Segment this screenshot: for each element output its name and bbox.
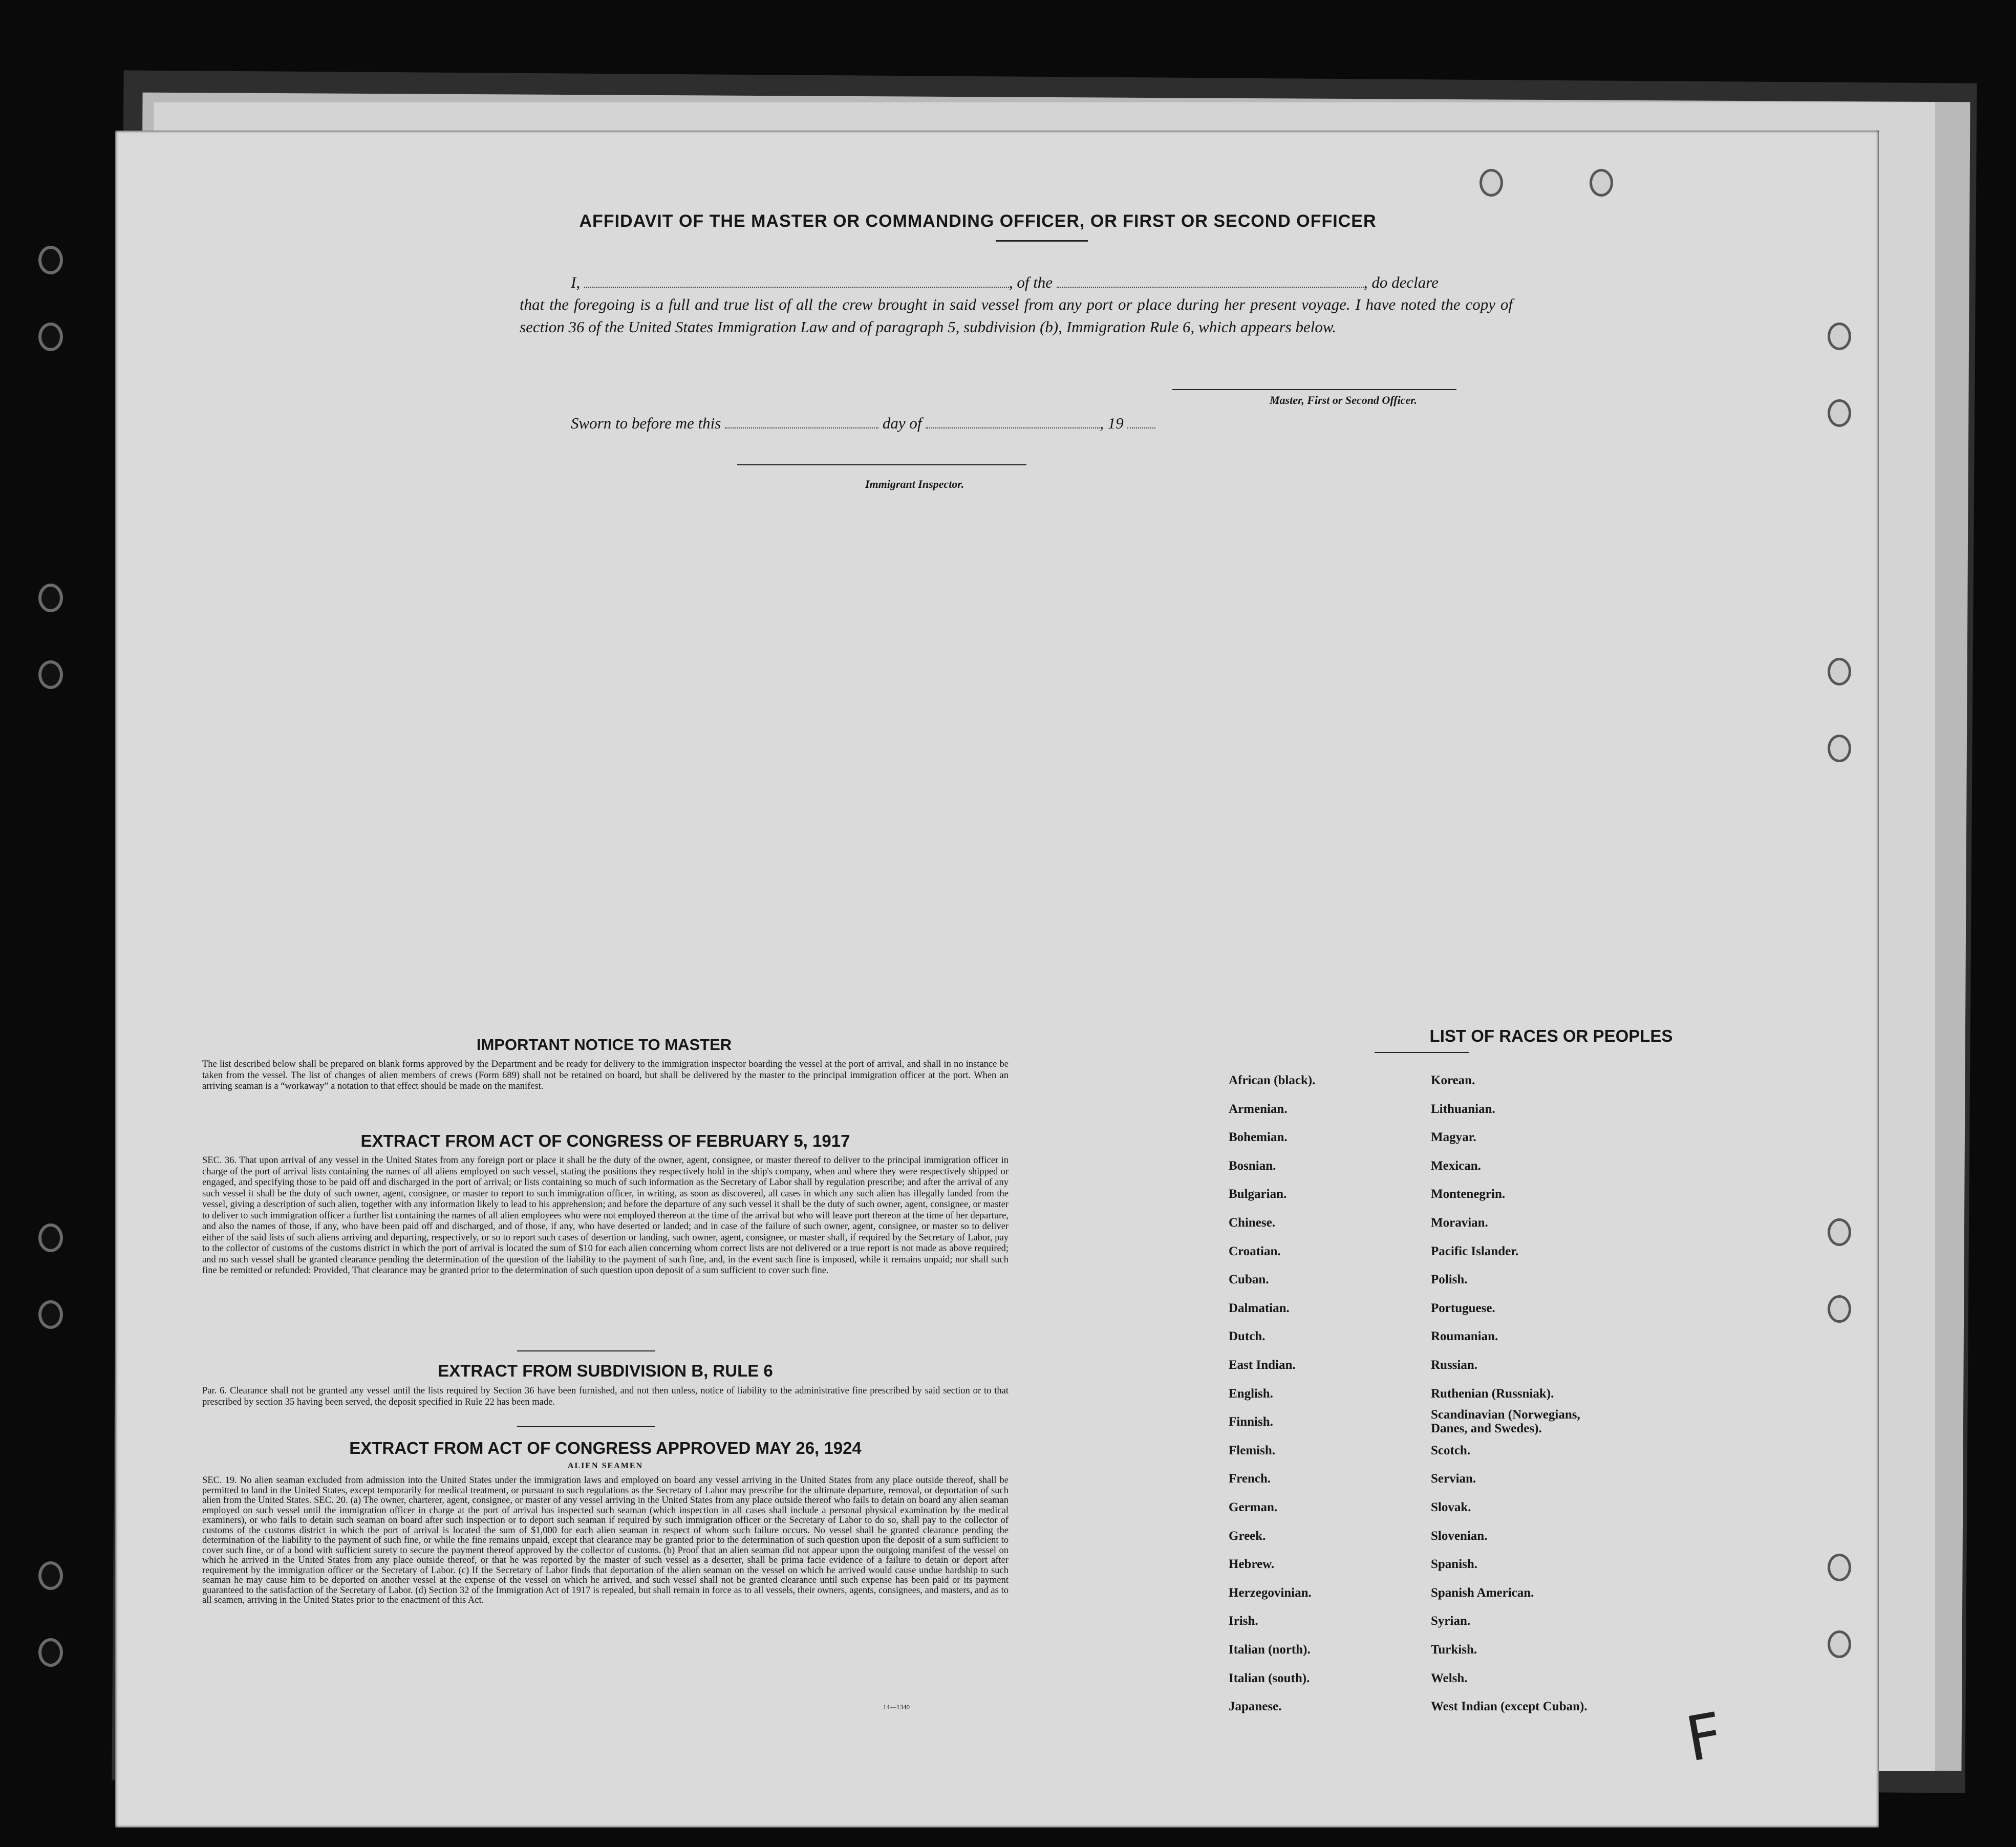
extract-1917-title: EXTRACT FROM ACT OF CONGRESS OF FEBRUARY 5, 1917 xyxy=(360,1131,850,1150)
handwritten-mark: F xyxy=(1681,1700,1728,1776)
race-item: Korean. xyxy=(1431,1073,1475,1087)
sworn-year-label: , 19 xyxy=(1100,414,1124,432)
race-item: Herzegovinian. xyxy=(1229,1585,1312,1600)
binder-hole-icon xyxy=(38,1300,63,1329)
race-item: Roumanian. xyxy=(1431,1329,1498,1344)
of-the-label: , of the xyxy=(1009,273,1053,291)
race-item: English. xyxy=(1229,1386,1273,1401)
race-item: Turkish. xyxy=(1431,1643,1477,1657)
form-number: 14—1340 xyxy=(883,1703,910,1711)
race-item: French. xyxy=(1229,1472,1271,1486)
punch-hole-icon xyxy=(1828,735,1851,762)
race-item: German. xyxy=(1229,1500,1278,1514)
race-item: Dutch. xyxy=(1229,1329,1266,1344)
race-item: African (black). xyxy=(1229,1073,1316,1087)
race-item: Polish. xyxy=(1431,1273,1468,1287)
race-item: Servian. xyxy=(1431,1472,1476,1486)
name-blank-field[interactable] xyxy=(584,273,1009,288)
punch-hole-icon xyxy=(1828,399,1851,427)
notice-title: IMPORTANT NOTICE TO MASTER xyxy=(476,1036,732,1054)
race-item: Russian. xyxy=(1431,1358,1478,1372)
race-item: Irish. xyxy=(1229,1614,1258,1628)
races-title: LIST OF RACES OR PEOPLES xyxy=(1429,1026,1673,1045)
notice-body: The list described below shall be prepared on blank forms approved by the Department and be ready for delivery to the immigration inspector boarding the vessel at the port of arrival, and shall in no instance be taken from the vessel. The list of changes of alien members of crews (Form 689) shall not be retained on board, but shall be delivered by the master to the principal immigration officer at the port. When an arriving seaman is a “workaway” a notation to that effect should be made on the manifest. xyxy=(202,1059,1009,1091)
races-rule xyxy=(1375,1052,1469,1053)
race-item: Croatian. xyxy=(1229,1244,1281,1258)
race-item: Armenian. xyxy=(1229,1102,1288,1116)
race-item: Flemish. xyxy=(1229,1443,1275,1457)
binder-hole-icon xyxy=(38,1223,63,1252)
race-item: Magyar. xyxy=(1431,1130,1476,1145)
race-item: Pacific Islander. xyxy=(1431,1244,1519,1258)
punch-hole-icon xyxy=(1828,1630,1851,1658)
punch-hole-icon xyxy=(1828,1554,1851,1581)
race-item: Spanish. xyxy=(1431,1557,1478,1572)
binder-hole-icon xyxy=(38,246,63,274)
do-declare-label: , do declare xyxy=(1363,273,1439,291)
race-item: West Indian (except Cuban). xyxy=(1431,1700,1588,1714)
affidavit-i-label: I, xyxy=(571,273,581,291)
extract-1924-subtitle: ALIEN SEAMEN xyxy=(567,1462,644,1470)
race-item: East Indian. xyxy=(1229,1358,1296,1372)
punch-hole-icon xyxy=(1828,1218,1851,1246)
race-item: Italian (north). xyxy=(1229,1643,1311,1657)
race-item: Slovak. xyxy=(1431,1500,1471,1514)
race-item: Portuguese. xyxy=(1431,1301,1495,1315)
race-item: Cuban. xyxy=(1229,1273,1269,1287)
sworn-year-field[interactable] xyxy=(1127,414,1155,428)
race-item: Ruthenian (Russniak). xyxy=(1431,1386,1554,1401)
race-item: Finnish. xyxy=(1229,1415,1273,1429)
race-item: Hebrew. xyxy=(1229,1557,1275,1572)
binder-hole-icon xyxy=(38,323,63,351)
inspector-signature-line[interactable] xyxy=(737,464,1026,465)
punch-hole-icon xyxy=(1479,169,1503,197)
sworn-day-label: day of xyxy=(882,414,922,432)
binder-hole-icon xyxy=(38,1561,63,1590)
race-item: Italian (south). xyxy=(1229,1671,1310,1685)
title-rule xyxy=(996,240,1088,242)
affidavit-body: that the foregoing is a full and true list of all the crew brought in said vessel from any port or place during her present voyage. I have noted the copy of section 36 of the United States Immigration Law and of paragraph 5, subdivision (b), Immigration Rule 6, which appears below. xyxy=(520,295,1513,336)
race-item: Spanish American. xyxy=(1431,1585,1534,1600)
signature-caption: Master, First or Second Officer. xyxy=(1270,394,1418,406)
extract-rule6-body: Par. 6. Clearance shall not be granted any vessel until the lists required by Section 36 have been furnished, and not then unless, notice of liability to the administrative fine prescribed by said section or to that prescribed by section 35 having been served, the deposit specified in Rule 22 has been made. xyxy=(202,1386,1009,1407)
race-item: Bohemian. xyxy=(1229,1130,1288,1145)
race-item: Moravian. xyxy=(1431,1216,1488,1230)
document-page xyxy=(115,131,1879,1828)
section-rule xyxy=(517,1350,655,1351)
affidavit-line1 xyxy=(571,271,1615,294)
extract-1924-body: SEC. 19. No alien seaman excluded from admission into the United States under the immigration laws and employed on board any vessel arriving in the United States from any place outside thereof, shall be permitted to land in the United States, except temporarily for medical treatment, or pursuant to such regulations as the Secretary of Labor may prescribe for the ultimate departure, removal, or deportation of such alien from the United States. SEC. 20. (a) The owner, charterer, agent, consignee, or master of any vessel arriving in the United States from any place outside thereof who fails to detain on board any alien seaman employed on such vessel until the immigration officer in charge at the port of arrival has inspected such seaman (which inspection in all cases shall include a personal physical examination by the medical examiners), or who fails to detain such seaman on board after such inspection or to deport such seaman if required by such immigration officer or the Secretary of Labor to do so, shall pay to the collector of customs of the customs district in which the port of arrival is located the sum of $1,000 for each alien seaman in respect of whom such failure occurs. No vessel shall be granted clearance pending the determination of the liability to the payment of such fine, or while the fine remains unpaid, except that clearance may be granted prior to the determination of such question upon the deposit of a sum sufficient to cover such fine, or of a bond with sufficient surety to secure the payment thereof approved by the collector of customs. (b) Proof that an alien seaman did not appear upon the outgoing manifest of the vessel on which he arrived in the United States from any place outside thereof, or that he was reported by the master of such vessel as a deserter, shall be prima facie evidence of a failure to detain or deport after requirement by the immigration officer or the Secretary of Labor. (c) If the Secretary of Labor finds that deportation of the alien seaman on the vessel on which he arrived would cause undue hardship to such seaman he may cause him to be deported on another vessel at the expense of the vessel on which he arrived, and such vessel shall not be granted clearance until such expense has been paid or its payment guaranteed to the satisfaction of the Secretary of Labor. (d) Section 32 of the Immigration Act of 1917 is repealed, but shall remain in force as to all vessels, their owners, agents, consignees, and masters, and as to all seamen, arriving in the United States prior to the enactment of this Act. xyxy=(202,1475,1009,1605)
sworn-month-field[interactable] xyxy=(926,414,1100,428)
extract-1924-title: EXTRACT FROM ACT OF CONGRESS APPROVED MAY 26, 1924 xyxy=(349,1438,862,1457)
race-item: Bosnian. xyxy=(1229,1158,1276,1173)
punch-hole-icon xyxy=(1828,323,1851,350)
race-item: Japanese. xyxy=(1229,1700,1282,1714)
race-item: Chinese. xyxy=(1229,1216,1275,1230)
race-item: Mexican. xyxy=(1431,1158,1481,1173)
race-item: Dalmatian. xyxy=(1229,1301,1290,1315)
extract-1917-body: SEC. 36. That upon arrival of any vessel in the United States from any foreign port or place it shall be the duty of the owner, agent, consignee, or master thereof to deliver to the principal immigration officer in charge of the port of arrival lists containing the names of all aliens employed on such vessel, stating the positions they respectively hold in the ship's company, when and where they were respectively shipped or engaged, and specifying those to be paid off and discharged in the port of arrival; or lists containing so much of such information as the Secretary of Labor shall by regulation prescribe; and after the arrival of any such vessel it shall be the duty of such owner, agent, consignee, or master to report to such immigration officer, in writing, as soon as discovered, all cases in which any such alien has illegally landed from the vessel, giving a description of such alien, together with any information likely to lead to his apprehension; and before the departure of any such vessel it shall be the duty of such owner, agent, consignee, or master to deliver to such immigration officer a further list containing the names of all alien employees who were not employed thereon at the time of the arrival but who will leave port thereon at the time of her departure, and also the names of those, if any, who have been paid off and discharged, and of those, if any, who have deserted or landed; and in case of the failure of such owner, agent, consignee, or master so to deliver either of the said lists of such aliens arriving and departing, respectively, or so to report such cases of desertion or landing, such owner, agent, consignee, or master shall, if required by the Secretary of Labor, pay to the collector of customs of the customs district in which the port of arrival is located the sum of $10 for each alien concerning whom correct lists are not delivered or a true report is not made as above required; and no such vessel shall be granted clearance pending the determination of the question of the liability to the payment of such fine, and, in the event such fine is imposed, while it remains unpaid; nor shall such fine be remitted or refunded: Provided, That clearance may be granted prior to the determination of such question upon deposit of a sum sufficient to cover such fine. xyxy=(202,1155,1009,1276)
race-item: Syrian. xyxy=(1431,1614,1471,1628)
sworn-day-field[interactable] xyxy=(725,414,878,428)
punch-hole-icon xyxy=(1828,658,1851,685)
vessel-blank-field[interactable] xyxy=(1057,273,1364,288)
race-item: Bulgarian. xyxy=(1229,1187,1287,1201)
binder-hole-icon xyxy=(38,584,63,612)
race-item: Welsh. xyxy=(1431,1671,1468,1685)
binder-hole-icon xyxy=(38,660,63,689)
extract-rule6-title: EXTRACT FROM SUBDIVISION B, RULE 6 xyxy=(438,1361,773,1380)
punch-hole-icon xyxy=(1828,1295,1851,1323)
sworn-prefix-label: Sworn to before me this xyxy=(571,414,721,432)
race-item: Lithuanian. xyxy=(1431,1102,1495,1116)
punch-hole-icon xyxy=(1590,169,1613,197)
inspector-caption: Immigrant Inspector. xyxy=(865,478,964,490)
binder-hole-icon xyxy=(38,1638,63,1667)
race-item: Scotch. xyxy=(1431,1443,1471,1457)
race-item: Scandinavian (Norwegians, Danes, and Swedes). xyxy=(1431,1408,1580,1436)
race-item: Montenegrin. xyxy=(1431,1187,1506,1201)
sworn-line xyxy=(571,412,1236,435)
race-item: Greek. xyxy=(1229,1529,1266,1543)
section-rule xyxy=(517,1426,655,1427)
affidavit-title: AFFIDAVIT OF THE MASTER OR COMMANDING OFFICER, OR FIRST OR SECOND OFFICER xyxy=(579,211,1377,231)
signature-line[interactable] xyxy=(1172,389,1456,390)
race-item: Slovenian. xyxy=(1431,1529,1488,1543)
